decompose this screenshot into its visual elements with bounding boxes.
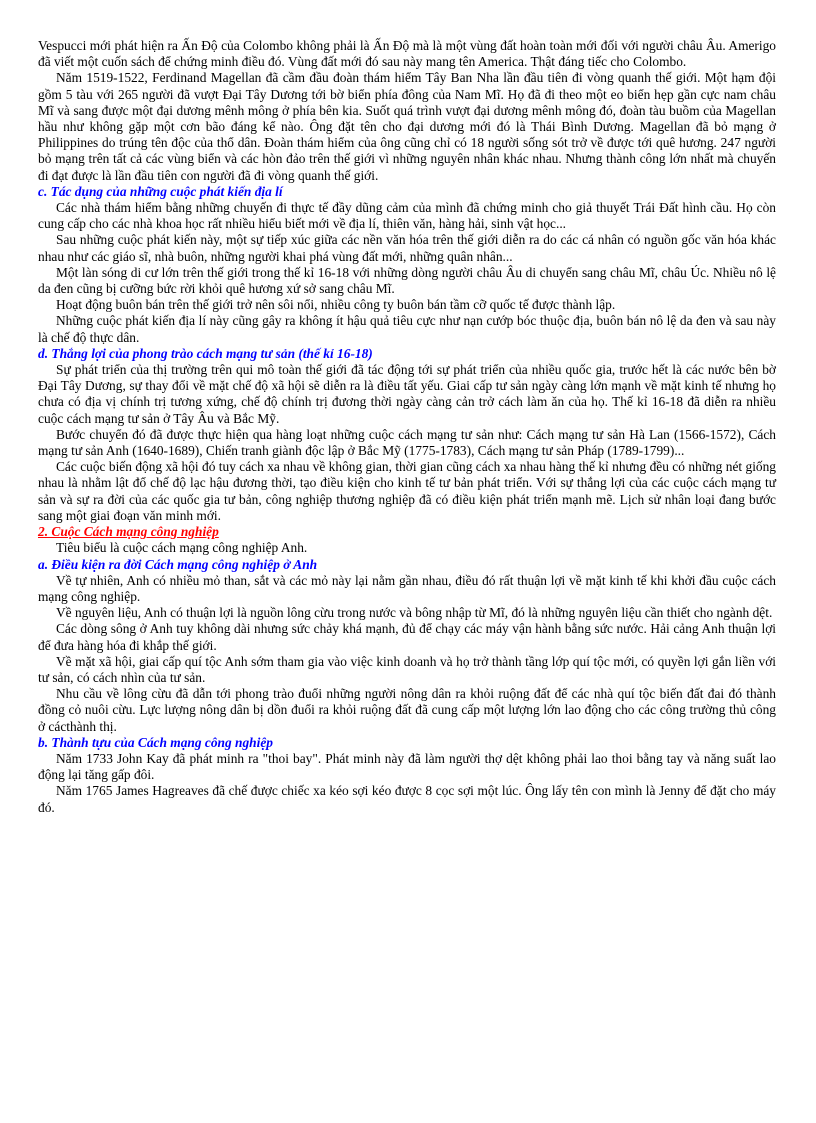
paragraph: Năm 1519-1522, Ferdinand Magellan đã cầm đầu đoàn thám hiểm Tây Ban Nha lần đầu tiên đi vòng quanh thế giới. Một hạm đội gồm 5 tàu với 265 người đã vượt Đại Tây Dương tới bờ biển phía đông của Nam Mĩ. Họ đã đi theo một eo biển hẹp gần cực nam châu Mĩ và sang được một đại dương mênh mông ở phía bên kia. Suốt quá trình vượt đại dương mênh mông đó, đoàn tàu buồm của Magellan hầu như không gặp một cơn bão đáng kể nào. Ông đặt tên cho đại dương mới đó là Thái Bình Dương. Magellan đã bỏ mạng ở Philippines do trúng tên độc của thổ dân. Đoàn thám hiểm của ông cũng chỉ có 18 người sống sót trở về được tới quê hương. 247 người bỏ mạng trên tất cả các vùng biển và các hòn đảo trên thế giới vì những nguyên nhân khác nhau. Nhưng thành công lớn nhất mà chuyến đi đạt được là lần đầu tiên con người đã đi vòng quanh thế giới. (38, 70, 776, 183)
section-heading: 2. Cuộc Cách mạng công nghiệp (38, 524, 219, 540)
paragraph: Về tự nhiên, Anh có nhiều mỏ than, sắt và các mỏ này lại nằm gần nhau, điều đó rất thuận lợi về mặt kinh tế khi khởi đầu cuộc cách mạng công nghiệp. (38, 572, 776, 604)
document-page (38, 38, 776, 816)
paragraph: Về mặt xã hội, giai cấp quí tộc Anh sớm tham gia vào việc kinh doanh và họ trở thành tầng lớp quí tộc mới, có quyền lợi gắn liền với tư sản, có cách nhìn của tư sản. (38, 653, 776, 685)
paragraph: Tiêu biểu là cuộc cách mạng công nghiệp Anh. (56, 540, 308, 556)
paragraph: Năm 1765 James Hagreaves đã chế được chiếc xa kéo sợi kéo được 8 cọc sợi một lúc. Ông lấy tên con mình là Jenny để đặt cho máy đó. (38, 783, 776, 815)
paragraph: Về nguyên liệu, Anh có thuận lợi là nguồn lông cừu trong nước và bông nhập từ Mĩ, đó là những nguyên liệu cần thiết cho ngành dệt. (56, 605, 773, 621)
paragraph: Nhu cầu về lông cừu đã dẫn tới phong trào đuổi những người nông dân ra khỏi ruộng đất để các nhà quí tộc biến đất đai đó thành đồng cỏ nuôi cừu. Lực lượng nông dân bị dồn đuổi ra khỏi ruộng đất đã cung cấp một lượng lớn lao động cho các công trường thủ công ở cácthành thị. (38, 686, 776, 734)
paragraph: Một làn sóng di cư lớn trên thế giới trong thế kỉ 16-18 với những dòng người châu Âu di chuyển sang châu Mĩ, châu Úc. Nhiều nô lệ da đen cũng bị cưỡng bức rời khỏi quê hương xứ sở sang châu Mĩ. (38, 264, 776, 297)
paragraph: Những cuộc phát kiến địa lí này cũng gây ra không ít hậu quả tiêu cực như nạn cướp bóc thuộc địa, buôn bán nô lệ da đen và sau này là chế độ thực dân. (38, 313, 776, 345)
subheading: d. Thắng lợi của phong trào cách mạng tư sản (thế kỉ 16-18) (38, 345, 373, 361)
paragraph: Bước chuyển đó đã được thực hiện qua hàng loạt những cuộc cách mạng tư sản như: Cách mạng tư sản Hà Lan (1566-1572), Cách mạng tư sản Anh (1640-1689), Chiến tranh giành độc lập ở Bắc Mỹ (1775-1783), Cách mạng tư sản Pháp (1789-1799)... (38, 426, 776, 459)
paragraph: Các dòng sông ở Anh tuy không dài nhưng sức chảy khá mạnh, đủ để chạy các máy vận hành bằng sức nước. Hải cảng Anh thuận lợi để đưa hàng hóa đi khắp thế giới. (38, 621, 776, 653)
paragraph: Vespucci mới phát hiện ra Ấn Độ của Colombo không phải là Ấn Độ mà là một vùng đất hoàn toàn mới đối với người châu Âu. Amerigo đã viết một cuốn sách để chứng minh điều đó. Vùng đất mới đó sau này mang tên America. Thật đáng tiếc cho Colombo. (38, 38, 776, 70)
paragraph: Năm 1733 John Kay đã phát minh ra "thoi bay". Phát minh này đã làm người thợ dệt không phải lao thoi bằng tay và năng suất lao động lại tăng gấp đôi. (38, 750, 776, 783)
paragraph: Hoạt động buôn bán trên thế giới trở nên sôi nổi, nhiều công ty buôn bán tầm cỡ quốc tế được thành lập. (56, 297, 616, 313)
paragraph: Sau những cuộc phát kiến này, một sự tiếp xúc giữa các nền văn hóa trên thế giới diễn ra do các cá nhân có nguồn gốc văn hóa khác nhau như các giáo sĩ, nhà buôn, những người khai phá vùng đất mới, những quân nhân... (38, 232, 776, 264)
paragraph: Các cuộc biến động xã hội đó tuy cách xa nhau về không gian, thời gian cũng cách xa nhau hàng thế kỉ nhưng đều có những nét giống nhau là nhằm lật đổ chế độ lạc hậu đương thời, tạo điều kiện cho kinh tế tư bản phát triển. Với sự thắng lợi của các cuộc cách mạng tư sản và sự ra đời của các quốc gia tư bản, công nghiệp thương nghiệp đã có điều kiện phát triển mạnh mẽ. Lịch sử nhân loại đang bước sang một giai đoạn văn minh mới. (38, 459, 776, 523)
paragraph: Sự phát triển của thị trường trên qui mô toàn thế giới đã tác động tới sự phát triển của nhiều quốc gia, trước hết là các nước bên bờ Đại Tây Dương, sự thay đổi về mặt chế độ xã hội sẽ diễn ra là điều tất yếu. Giai cấp tư sản ngày càng lớn mạnh về mặt kinh tế nhưng họ chưa có địa vị chính trị tương xứng, chế độ chính trị đương thời ngày càng cản trở cách làm ăn của họ. Thế kỉ 16-18 đã diễn ra nhiều cuộc cách mạng tư sản ở Tây Âu và Bắc Mỹ. (38, 362, 776, 426)
paragraph: Các nhà thám hiểm bằng những chuyến đi thực tế đầy dũng cảm của mình đã chứng minh cho giả thuyết Trái Đất hình cầu. Họ còn cung cấp cho các nhà khoa học rất nhiều hiểu biết mới về địa lí, thiên văn, hàng hải, sinh vật học... (38, 200, 776, 232)
subheading: b. Thành tựu của Cách mạng công nghiệp (38, 734, 273, 750)
subheading: a. Điều kiện ra đời Cách mạng công nghiệp ở Anh (38, 556, 318, 572)
subheading: c. Tác dụng của những cuộc phát kiến địa lí (38, 183, 283, 199)
